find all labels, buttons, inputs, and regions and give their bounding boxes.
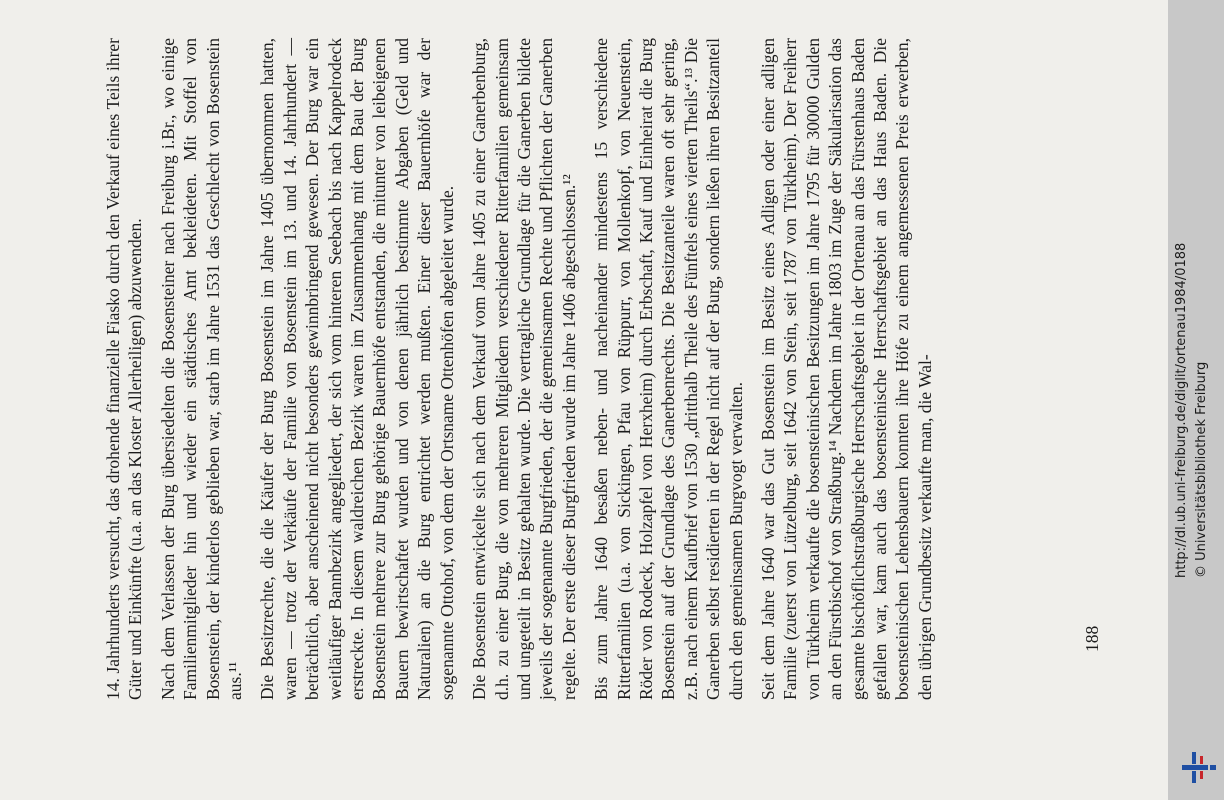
page-number: 188: [1082, 625, 1102, 652]
paragraph: 14. Jahrhunderts versucht, das drohende finanzielle Fiasko durch den Verkauf eines Teils ihrer Güter und Einkünfte (u.a. an das Kloster Allerheiligen) abzuwenden.: [103, 38, 146, 700]
paragraph: Die Besitzrechte, die die Käufer der Burg Bosenstein im Jahre 1405 übernommen hatten, waren — trotz der Verkäufe der Familie von Bosenstein im 13. und 14. Jahrhundert — beträchtlich, aber anscheinend nicht besonders gewinnbringend gewesen. Der Burg war ein weitläufiger Bannbezirk angegliedert, der sich vom hinteren Seebach bis nach Kappelrodeck erstreckte. In diesem waldreichen Bezirk waren im Zusammenhang mit dem Bau der Burg Bosenstein mehrere zur Burg gehörige Bauernhöfe entstanden, die mitunter von leibeigenen Bauern bewirtschaftet wurden und von denen jährlich bestimmte Abgaben (Geld und Naturalien) an die Burg entrichtet werden mußten. Einer dieser Bauernhöfe war der sogenannte Ottohof, von dem der Ortsname Ottenhöfen abgeleitet wurde.: [257, 38, 457, 700]
copyright-notice: © Universitätsbibliothek Freiburg: [1194, 361, 1209, 578]
paragraph: Nach dem Verlassen der Burg übersiedelten die Bosensteiner nach Freiburg i.Br., wo einige Familienmitglieder hin und wieder ein städtisches Amt bekleideten. Mit Stoffel von Bosenstein, der kinderlos geblieben war, starb im Jahre 1531 das Geschlecht von Bosenstein aus.¹¹: [157, 38, 246, 700]
source-url-link[interactable]: http://dl.ub.uni-freiburg.de/diglit/ortenau1984/0188: [1174, 242, 1189, 578]
sidebar-citation: [1172, 8, 1212, 578]
paragraph: Seit dem Jahre 1640 war das Gut Bosenstein im Besitz eines Adligen oder einer adligen Familie (zuerst von Lützelburg, seit 1642 von Stein, seit 1787 von Türkheim). Der Freiherr von Türkheim verkaufte die bosensteinischen Besitzungen im Jahre 1795 für 30000 Gulden an den Fürstbischof von Straßburg.¹⁴ Nachdem im Jahre 1803 im Zuge der Säkularisation das gesamte bischöflichstraßburgische Herrschaftsgebiet in der Ortenau an das Fürstenhaus Baden gefallen war, kam auch das bosensteinische Herrschaftsgebiet an das Haus Baden. Die bosensteinischen Lehensbauern konnten ihre Höfe zu einem angemessenen Preis erwerben, den übrigen Grundbesitz verkaufte man, die Wal-: [757, 38, 935, 700]
ub-freiburg-logo-icon: [1172, 748, 1220, 786]
page-text-block: [102, 38, 1112, 700]
paragraph: Die Bosenstein entwickelte sich nach dem Verkauf vom Jahre 1405 zu einer Ganerbenburg, d.h. zu einer Burg, die von mehreren Mitgliedern verschiedener Ritterfamilien gemeinsam und ungeteilt in Besitz gehalten wurde. Die vertragliche Grundlage für die Ganerben bildete jeweils der sogenannte Burgfrieden, der die gemeinsamen Rechte und Pflichten der Ganerben regelte. Der erste dieser Burgfrieden wurde im Jahre 1406 abgeschlossen.¹²: [469, 38, 579, 700]
paragraph: Bis zum Jahre 1640 besaßen neben- und nacheinander mindestens 15 verschiedene Ritterfamilien (u.a. von Sickingen, Pfau von Rüppurr, von Mollenkopf, von Neuenstein, Röder von Rodeck, Holzapfel von Herxheim) durch Erbschaft, Kauf und Einheirat die Burg Bosenstein auf der Grundlage des Ganerbenrechts. Die Besitzanteile waren oft sehr gering, z.B. nach einem Kaufbrief von 1530 „dritthalb Theile des Fünftels eines vierten Theils“.¹³ Die Ganerben selbst residierten in der Regel nicht auf der Burg, sondern ließen ihren Besitzanteil durch den gemeinsamen Burgvogt verwalten.: [591, 38, 746, 700]
